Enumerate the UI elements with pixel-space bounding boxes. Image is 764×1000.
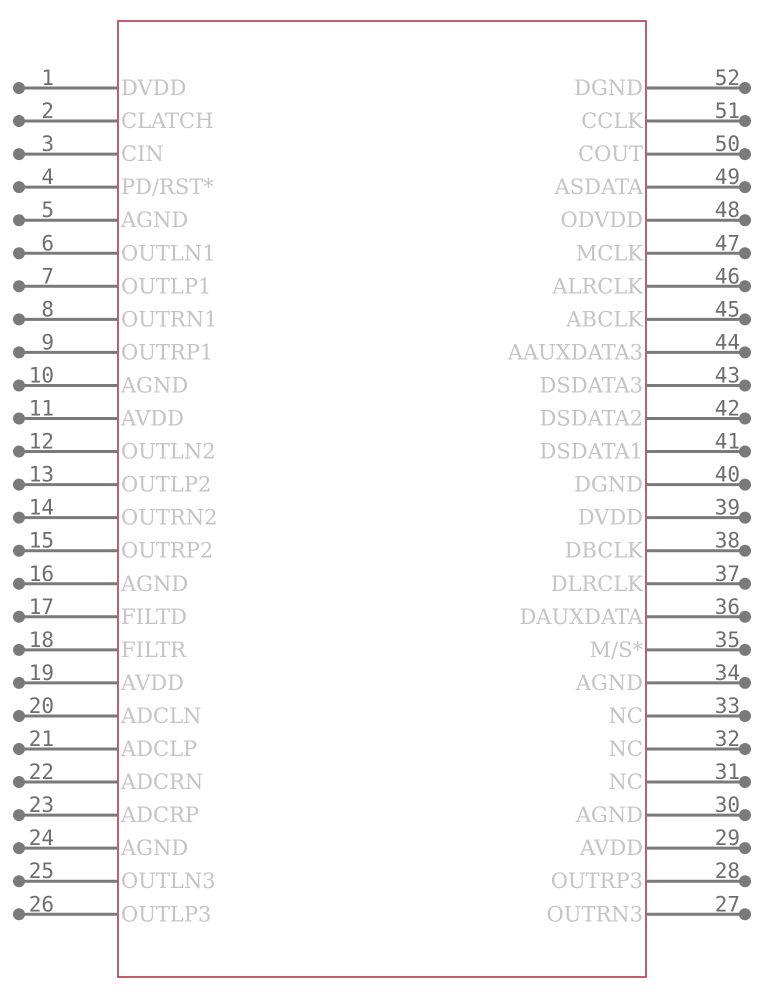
pin-terminal-dot	[13, 875, 25, 887]
pin-number: 16	[28, 561, 54, 586]
pin-25	[13, 859, 216, 893]
pin-50	[578, 132, 751, 166]
pin-terminal-dot	[13, 446, 25, 458]
pin-terminal-dot	[739, 346, 751, 358]
pin-number: 44	[714, 330, 740, 355]
pin-terminal-dot	[739, 578, 751, 590]
pin-name: DAUXDATA	[519, 604, 643, 629]
pin-terminal-dot	[13, 280, 25, 292]
pin-number: 38	[714, 528, 740, 553]
pin-23	[13, 793, 199, 827]
right-pin-group	[507, 66, 751, 926]
pin-name: AGND	[121, 836, 189, 861]
pin-terminal-dot	[13, 82, 25, 94]
pin-name: M/S*	[589, 637, 643, 662]
pin-name: AGND	[121, 208, 189, 233]
pin-number: 5	[41, 198, 54, 223]
pin-7	[13, 264, 211, 298]
pin-terminal-dot	[739, 908, 751, 920]
pin-name: OUTRP2	[121, 538, 214, 563]
pin-terminal-dot	[739, 644, 751, 656]
pin-number: 20	[28, 693, 54, 718]
pin-31	[609, 760, 751, 794]
pin-name: OUTRN2	[121, 505, 218, 530]
pin-name: DVDD	[577, 505, 643, 530]
pin-number: 43	[714, 363, 740, 388]
pin-number: 8	[41, 297, 54, 322]
pin-terminal-dot	[13, 644, 25, 656]
pin-number: 1	[41, 66, 54, 90]
pin-number: 30	[714, 793, 740, 818]
pin-16	[13, 562, 188, 596]
pin-name: AGND	[121, 373, 189, 398]
pin-name: OUTLP1	[121, 274, 212, 299]
pin-number: 11	[28, 396, 54, 421]
pin-name: AGND	[575, 670, 643, 695]
pin-number: 46	[714, 264, 740, 289]
pin-6	[13, 231, 216, 265]
pin-number: 51	[714, 99, 740, 124]
pin-name: PD/RST*	[121, 175, 214, 200]
pin-number: 36	[714, 594, 740, 619]
pin-name: CLATCH	[121, 109, 214, 134]
pin-terminal-dot	[13, 379, 25, 391]
pin-28	[551, 859, 751, 893]
pin-terminal-dot	[739, 545, 751, 557]
pin-number: 50	[714, 132, 740, 157]
pin-17	[13, 595, 187, 629]
pin-27	[547, 892, 751, 926]
pin-terminal-dot	[739, 611, 751, 623]
pin-name: FILTD	[121, 604, 187, 629]
pin-name: MCLK	[575, 241, 643, 266]
pin-name: DGND	[574, 472, 643, 497]
pin-36	[519, 595, 751, 629]
pin-name: FILTR	[121, 637, 186, 662]
pin-number: 22	[28, 760, 54, 785]
pin-11	[13, 397, 184, 431]
pin-number: 7	[41, 264, 54, 289]
pin-24	[13, 826, 188, 860]
pin-name: OUTRN1	[121, 307, 218, 332]
pin-name: AVDD	[580, 836, 643, 861]
pin-terminal-dot	[13, 247, 25, 259]
pin-49	[554, 165, 751, 199]
pin-35	[590, 628, 751, 662]
pin-number: 25	[28, 859, 54, 884]
pin-terminal-dot	[739, 479, 751, 491]
pin-number: 39	[714, 495, 740, 520]
pin-name: OUTRP1	[121, 340, 214, 365]
pin-name: ODVDD	[560, 208, 643, 233]
pin-name: COUT	[578, 142, 643, 167]
pin-terminal-dot	[739, 82, 751, 94]
pin-terminal-dot	[739, 743, 751, 755]
pin-terminal-dot	[13, 148, 25, 160]
pin-number: 2	[41, 99, 54, 124]
pin-15	[13, 529, 213, 563]
pin-number: 9	[41, 330, 54, 355]
pin-terminal-dot	[739, 677, 751, 689]
pin-39	[578, 496, 751, 530]
pin-number: 41	[714, 429, 740, 454]
pin-38	[565, 529, 751, 563]
pin-number: 34	[714, 660, 740, 685]
pin-number: 35	[714, 627, 740, 652]
pin-terminal-dot	[13, 115, 25, 127]
pin-26	[13, 892, 211, 926]
pin-name: OUTLN3	[121, 869, 216, 894]
pin-37	[551, 562, 751, 596]
pin-name: ADCLP	[121, 737, 198, 761]
pin-12	[13, 430, 216, 464]
pin-number: 23	[28, 793, 54, 818]
pin-22	[13, 760, 203, 794]
pin-1	[13, 66, 186, 100]
pin-number: 4	[41, 165, 54, 190]
pin-number: 17	[28, 594, 54, 619]
pin-number: 13	[28, 462, 54, 487]
pin-terminal-dot	[739, 247, 751, 259]
pin-3	[13, 132, 164, 166]
pin-name: AAUXDATA3	[507, 340, 643, 365]
pin-name: CIN	[121, 142, 164, 167]
pin-13	[13, 463, 211, 497]
pin-number: 10	[28, 363, 54, 388]
pin-34	[575, 661, 751, 695]
pin-name: AGND	[575, 803, 643, 828]
pin-number: 15	[28, 528, 54, 553]
pin-number: 18	[28, 627, 54, 652]
pin-terminal-dot	[739, 842, 751, 854]
pin-number: 29	[714, 826, 740, 851]
pin-name: ABCLK	[566, 307, 643, 332]
pin-terminal-dot	[13, 776, 25, 788]
pin-terminal-dot	[13, 512, 25, 524]
pin-46	[551, 264, 751, 298]
pin-number: 40	[714, 462, 740, 487]
pin-number: 37	[714, 561, 740, 586]
pin-number: 28	[714, 859, 740, 884]
pin-name: NC	[608, 703, 643, 728]
pin-51	[581, 99, 751, 133]
pin-terminal-dot	[739, 776, 751, 788]
pin-terminal-dot	[13, 479, 25, 491]
pin-5	[13, 198, 188, 232]
pin-21	[13, 727, 197, 761]
pin-number: 52	[714, 66, 740, 90]
pin-number: 49	[714, 165, 740, 190]
pin-name: DLRCLK	[550, 571, 643, 596]
pin-name: DSDATA3	[539, 373, 643, 398]
pin-44	[507, 330, 751, 364]
pin-terminal-dot	[739, 148, 751, 160]
pin-number: 12	[28, 429, 54, 454]
pin-terminal-dot	[13, 413, 25, 425]
pin-name: ALRCLK	[552, 274, 643, 299]
pin-name: AGND	[121, 571, 189, 596]
pin-name: DGND	[574, 76, 643, 100]
pin-terminal-dot	[13, 710, 25, 722]
pin-52	[574, 66, 751, 100]
ic-body-outline	[118, 21, 646, 977]
pin-number: 24	[28, 826, 54, 851]
pin-40	[574, 463, 751, 497]
pin-30	[575, 793, 751, 827]
pin-terminal-dot	[13, 908, 25, 920]
pin-48	[560, 198, 751, 232]
pin-terminal-dot	[13, 214, 25, 226]
left-pin-group	[13, 66, 217, 926]
pin-terminal-dot	[13, 809, 25, 821]
pin-number: 32	[714, 727, 740, 751]
pin-name: ADCRP	[121, 803, 200, 828]
pin-terminal-dot	[13, 181, 25, 193]
pin-name: DBCLK	[564, 538, 643, 563]
pin-number: 45	[714, 297, 740, 322]
pin-18	[13, 628, 187, 662]
pin-number: 27	[714, 892, 740, 917]
pin-name: ASDATA	[554, 175, 643, 200]
pin-number: 31	[714, 760, 740, 785]
pin-number: 33	[714, 693, 740, 718]
pin-name: ADCLN	[121, 703, 202, 728]
pin-name: OUTRN3	[546, 902, 643, 927]
pin-terminal-dot	[739, 313, 751, 325]
pin-29	[579, 826, 751, 860]
pin-name: AVDD	[121, 406, 184, 431]
pin-20	[13, 694, 201, 728]
pin-name: ADCRN	[121, 770, 204, 795]
pin-number: 26	[28, 892, 54, 917]
pin-19	[13, 661, 184, 695]
pin-45	[565, 297, 751, 331]
pin-number: 3	[41, 132, 54, 157]
pin-name: NC	[608, 737, 643, 761]
pin-name: DSDATA2	[539, 406, 643, 431]
pin-number: 14	[28, 495, 54, 520]
pin-terminal-dot	[13, 842, 25, 854]
pin-number: 42	[714, 396, 740, 421]
pin-number: 21	[28, 727, 54, 751]
pin-number: 19	[28, 660, 54, 685]
pin-name: OUTLN2	[121, 439, 216, 464]
pin-14	[13, 496, 217, 530]
pin-terminal-dot	[13, 743, 25, 755]
pin-terminal-dot	[13, 313, 25, 325]
pin-terminal-dot	[739, 710, 751, 722]
pin-number: 48	[714, 198, 740, 223]
pin-name: OUTLP3	[121, 902, 212, 927]
pin-terminal-dot	[739, 115, 751, 127]
pin-terminal-dot	[739, 413, 751, 425]
pin-9	[13, 330, 213, 364]
pin-terminal-dot	[739, 379, 751, 391]
pin-terminal-dot	[13, 677, 25, 689]
pin-name: AVDD	[121, 670, 184, 695]
pin-terminal-dot	[13, 545, 25, 557]
pin-terminal-dot	[739, 280, 751, 292]
pin-number: 47	[714, 231, 740, 256]
pin-name: DSDATA1	[539, 439, 643, 464]
pin-name: NC	[608, 770, 643, 795]
pin-terminal-dot	[13, 346, 25, 358]
pin-name: OUTLP2	[121, 472, 212, 497]
pin-terminal-dot	[13, 611, 25, 623]
pin-terminal-dot	[739, 809, 751, 821]
pin-2	[13, 99, 213, 133]
pin-name: OUTRP3	[550, 869, 643, 894]
pin-terminal-dot	[13, 578, 25, 590]
pin-47	[576, 231, 751, 265]
pin-32	[609, 727, 751, 761]
pin-33	[609, 694, 751, 728]
pin-name: OUTLN1	[121, 241, 216, 266]
pin-terminal-dot	[739, 181, 751, 193]
pin-terminal-dot	[739, 875, 751, 887]
pin-terminal-dot	[739, 446, 751, 458]
pin-4	[13, 165, 214, 199]
pin-name: DVDD	[121, 76, 187, 100]
pin-name: CCLK	[581, 109, 643, 134]
pin-terminal-dot	[739, 512, 751, 524]
pin-10	[13, 363, 188, 397]
pin-terminal-dot	[739, 214, 751, 226]
pin-number: 6	[41, 231, 54, 256]
pin-8	[13, 297, 217, 331]
